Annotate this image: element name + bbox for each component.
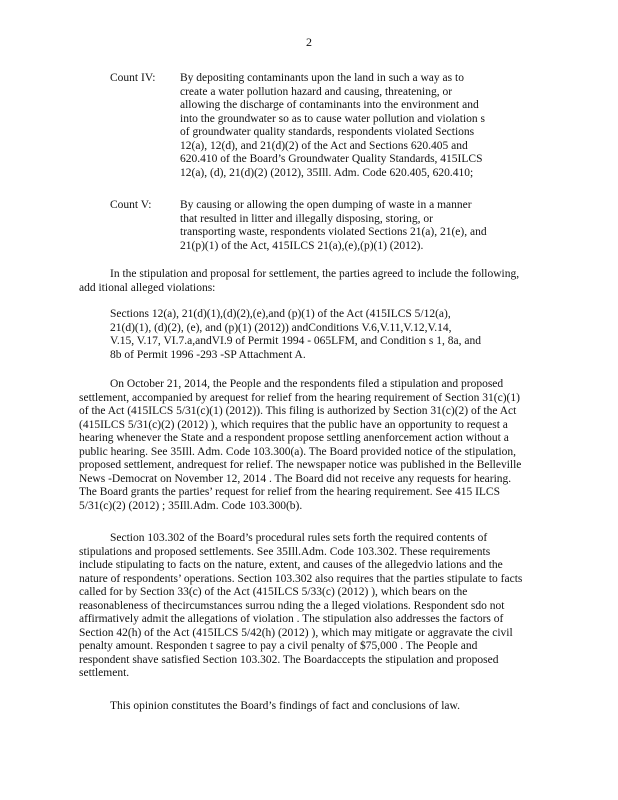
violations-line: 21(d)(1), (d)(2), (e), and (p)(1) (2012)) andConditions V.6,V.11,V.12,V.14, (110, 321, 452, 334)
count-iv-line: create a water pollution hazard and causing, threatening, or (180, 85, 453, 98)
count-iv-line: allowing the discharge of contaminants into the environment and (180, 99, 479, 111)
paragraph-line: 5/31(c)(2) (2012) ; 35Ill.Adm. Code 103.300(b). (79, 499, 303, 512)
count-iv-text (180, 72, 510, 180)
count-iv-line: 12(a), (d), 21(d)(2) (2012), 35Ill. Adm. Code 620.405, 620.410; (180, 166, 474, 179)
paragraph-line: News -Democrat on November 12, 2014 . The Board did not receive any requests for hearing. (79, 472, 512, 485)
count-iv-line: of groundwater quality standards, respondents violated Sections (180, 126, 475, 138)
paragraph-line: Section 42(h) of the Act (415ILCS 5/42(h) (2012) ), which may mitigate or aggravate the civil (79, 626, 513, 639)
count-v-label: Count V: (110, 199, 152, 211)
paragraph-line: of the Act (415ILCS 5/31(c)(1) (2012)). This filing is authorized by Section 31(c)(2) of the Act (79, 405, 517, 417)
count-iv-line: into the groundwater so as to cause water pollution and violation s (180, 112, 486, 125)
paragraph-line: This opinion constitutes the Board’s findings of fact and conclusions of law. (110, 700, 460, 712)
paragraph-line: (415ILCS 5/31(c)(2) (2012) ), which requires that the public have an opportunity to request a (79, 418, 508, 431)
count-iv-line: 12(a), 12(d), and 21(d)(2) of the Act and Sections 620.405 and (180, 139, 468, 152)
violations-line: V.15, V.17, VI.7.a,andVI.9 of Permit 1994 - 065LFM, and Condition s 1, 8a, and (110, 335, 481, 347)
paragraph-line: public hearing. See 35Ill. Adm. Code 103.300(a). The Board provided notice of the stipulation, (79, 445, 517, 458)
paragraph-line: settlement, accompanied by arequest for relief from the hearing requirement of Section 31(c)(1) (79, 391, 520, 404)
count-v-line: transporting waste, respondents violated Sections 21(a), 21(e), and (180, 226, 487, 238)
paragraph-line: Section 103.302 of the Board’s procedural rules sets forth the required contents of (110, 532, 488, 544)
count-v-text (180, 199, 510, 253)
paragraph-line: stipulations and proposed settlements. See 35Ill.Adm. Code 103.302. These requirements (79, 545, 491, 558)
section-103302-paragraph (79, 532, 539, 681)
page-number: 2 (306, 35, 312, 49)
paragraph-line: affirmatively admit the allegations of violation . The stipulation also addresses the factors of (79, 613, 504, 625)
paragraph-line: In the stipulation and proposal for settlement, the parties agreed to include the following, (110, 268, 520, 280)
count-iv-line: 620.410 of the Board’s Groundwater Quality Standards, 415ILCS (180, 153, 483, 165)
count-iv-line: By depositing contaminants upon the land in such a way as to (180, 72, 464, 84)
paragraph-line: add itional alleged violations: (79, 281, 216, 294)
paragraph-line: penalty amount. Responden t sagree to pay a civil penalty of $75,000 . The People and (79, 640, 478, 652)
violations-line: 8b of Permit 1996 -293 -SP Attachment A. (110, 348, 306, 361)
count-iv-label: Count IV: (110, 72, 156, 84)
paragraph-line: called for by Section 33(c) of the Act (415ILCS 5/33(c) (2012) ), which bears on the (79, 586, 468, 598)
paragraph-line: reasonableness of thecircumstances surrou nding the a lleged violations. Respondent sdo not (79, 599, 505, 612)
count-v-line: 21(p)(1) of the Act, 415ILCS 21(a),(e),(p)(1) (2012). (180, 239, 424, 252)
count-v-block (110, 199, 510, 255)
additional-violations-block (110, 308, 510, 362)
filing-paragraph (79, 378, 539, 513)
paragraph-line: The Board grants the parties’ request for relief from the hearing requirement. See 415 ILCS (79, 486, 500, 498)
paragraph-line: proposed settlement, andrequest for relief. The newspaper notice was published in the Belleville (79, 459, 522, 471)
conclusion-paragraph (110, 700, 530, 714)
count-iv-block (110, 72, 510, 182)
paragraph-line: include stipulating to facts on the nature, extent, and causes of the allegedvio lations and the (79, 559, 503, 571)
stipulation-intro-paragraph (79, 268, 539, 295)
violations-line: Sections 12(a), 21(d)(1),(d)(2),(e),and (p)(1) of the Act (415ILCS 5/12(a), (110, 308, 451, 320)
paragraph-line: hearing whenever the State and a respondent propose settling anenforcement action without a (79, 432, 509, 444)
paragraph-line: respondent shave satisfied Section 103.302. The Boardaccepts the stipulation and proposed (79, 653, 499, 666)
count-v-line: By causing or allowing the open dumping of waste in a manner (180, 199, 472, 211)
paragraph-line: nature of respondents’ operations. Section 103.302 also requires that the parties stipulate to facts (79, 572, 523, 585)
count-v-line: that resulted in litter and illegally disposing, storing, or (180, 212, 433, 225)
paragraph-line: settlement. (79, 667, 130, 679)
paragraph-line: On October 21, 2014, the People and the respondents filed a stipulation and proposed (110, 378, 504, 390)
